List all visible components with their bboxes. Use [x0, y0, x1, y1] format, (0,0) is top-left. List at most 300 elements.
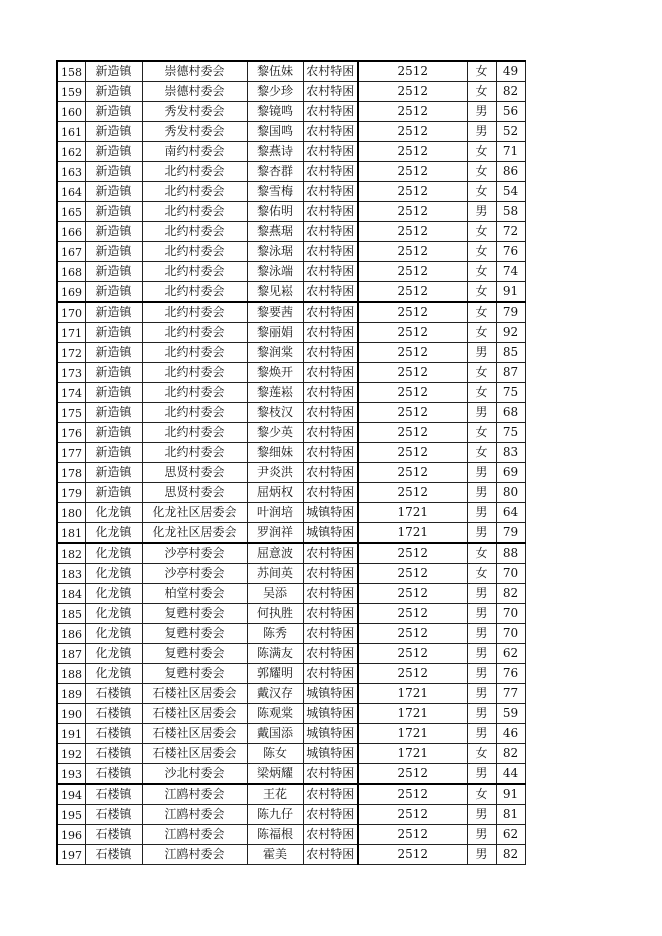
- table-row: [57, 302, 525, 323]
- amount-cell: 2512: [358, 102, 467, 122]
- name-cell: 陈满友: [247, 644, 303, 664]
- name-cell: 苏间英: [247, 564, 303, 584]
- table-row: [57, 664, 525, 684]
- assistance-type-cell: 农村特困: [303, 805, 358, 825]
- age-cell: 69: [496, 463, 525, 483]
- name-cell: 黎丽娟: [247, 323, 303, 343]
- age-cell: 76: [496, 664, 525, 684]
- village-committee-cell: 石楼社区居委会: [142, 744, 247, 764]
- town-cell: 石楼镇: [85, 784, 142, 805]
- row-number-cell: 188: [57, 664, 85, 684]
- table-row: [57, 242, 525, 262]
- gender-cell: 男: [467, 523, 496, 544]
- assistance-type-cell: 农村特困: [303, 845, 358, 865]
- amount-cell: 2512: [358, 584, 467, 604]
- town-cell: 石楼镇: [85, 764, 142, 785]
- town-cell: 新造镇: [85, 423, 142, 443]
- village-committee-cell: 北约村委会: [142, 363, 247, 383]
- town-cell: 新造镇: [85, 483, 142, 503]
- row-number-cell: 161: [57, 122, 85, 142]
- assistance-type-cell: 农村特困: [303, 423, 358, 443]
- amount-cell: 2512: [358, 423, 467, 443]
- gender-cell: 女: [467, 543, 496, 564]
- amount-cell: 1721: [358, 503, 467, 523]
- assistance-type-cell: 农村特困: [303, 142, 358, 162]
- name-cell: 戴汉存: [247, 684, 303, 704]
- age-cell: 58: [496, 202, 525, 222]
- gender-cell: 男: [467, 403, 496, 423]
- row-number-cell: 170: [57, 302, 85, 323]
- gender-cell: 男: [467, 202, 496, 222]
- name-cell: 黎伍妹: [247, 61, 303, 82]
- village-committee-cell: 复甦村委会: [142, 664, 247, 684]
- table-row: [57, 805, 525, 825]
- gender-cell: 女: [467, 383, 496, 403]
- village-committee-cell: 北约村委会: [142, 323, 247, 343]
- row-number-cell: 184: [57, 584, 85, 604]
- gender-cell: 男: [467, 724, 496, 744]
- age-cell: 85: [496, 343, 525, 363]
- assistance-type-cell: 农村特困: [303, 825, 358, 845]
- assistance-type-cell: 城镇特困: [303, 724, 358, 744]
- table-row: [57, 122, 525, 142]
- table-row: [57, 82, 525, 102]
- assistance-type-cell: 城镇特困: [303, 704, 358, 724]
- age-cell: 70: [496, 624, 525, 644]
- town-cell: 化龙镇: [85, 664, 142, 684]
- age-cell: 70: [496, 564, 525, 584]
- table-row: [57, 343, 525, 363]
- amount-cell: 2512: [358, 805, 467, 825]
- age-cell: 71: [496, 142, 525, 162]
- gender-cell: 男: [467, 102, 496, 122]
- table-row: [57, 483, 525, 503]
- village-committee-cell: 江鸥村委会: [142, 805, 247, 825]
- table-row: [57, 624, 525, 644]
- name-cell: 陈福根: [247, 825, 303, 845]
- assistance-type-cell: 农村特困: [303, 323, 358, 343]
- row-number-cell: 196: [57, 825, 85, 845]
- assistance-type-cell: 农村特困: [303, 584, 358, 604]
- village-committee-cell: 北约村委会: [142, 162, 247, 182]
- amount-cell: 2512: [358, 182, 467, 202]
- age-cell: 79: [496, 523, 525, 544]
- age-cell: 79: [496, 302, 525, 323]
- assistance-type-cell: 农村特困: [303, 222, 358, 242]
- assistance-type-cell: 农村特困: [303, 664, 358, 684]
- town-cell: 新造镇: [85, 343, 142, 363]
- amount-cell: 2512: [358, 664, 467, 684]
- gender-cell: 男: [467, 644, 496, 664]
- assistance-type-cell: 农村特困: [303, 564, 358, 584]
- village-committee-cell: 石楼社区居委会: [142, 704, 247, 724]
- town-cell: 新造镇: [85, 222, 142, 242]
- assistance-type-cell: 农村特困: [303, 624, 358, 644]
- row-number-cell: 174: [57, 383, 85, 403]
- town-cell: 石楼镇: [85, 744, 142, 764]
- assistance-type-cell: 农村特困: [303, 784, 358, 805]
- town-cell: 化龙镇: [85, 523, 142, 544]
- row-number-cell: 193: [57, 764, 85, 785]
- assistance-type-cell: 农村特困: [303, 162, 358, 182]
- age-cell: 92: [496, 323, 525, 343]
- age-cell: 82: [496, 845, 525, 865]
- row-number-cell: 168: [57, 262, 85, 282]
- name-cell: 黎镜鸣: [247, 102, 303, 122]
- table-row: [57, 684, 525, 704]
- age-cell: 77: [496, 684, 525, 704]
- town-cell: 新造镇: [85, 443, 142, 463]
- amount-cell: 2512: [358, 825, 467, 845]
- village-committee-cell: 崇德村委会: [142, 82, 247, 102]
- name-cell: 罗润祥: [247, 523, 303, 544]
- table-row: [57, 383, 525, 403]
- amount-cell: 2512: [358, 543, 467, 564]
- row-number-cell: 158: [57, 61, 85, 82]
- village-committee-cell: 北约村委会: [142, 222, 247, 242]
- table-row: [57, 162, 525, 182]
- row-number-cell: 179: [57, 483, 85, 503]
- village-committee-cell: 石楼社区居委会: [142, 684, 247, 704]
- table-row: [57, 61, 525, 82]
- row-number-cell: 187: [57, 644, 85, 664]
- table-row: [57, 202, 525, 222]
- town-cell: 化龙镇: [85, 604, 142, 624]
- amount-cell: 2512: [358, 242, 467, 262]
- amount-cell: 2512: [358, 383, 467, 403]
- name-cell: 黎国鸣: [247, 122, 303, 142]
- age-cell: 59: [496, 704, 525, 724]
- town-cell: 新造镇: [85, 262, 142, 282]
- name-cell: 陈九仔: [247, 805, 303, 825]
- village-committee-cell: 南约村委会: [142, 142, 247, 162]
- town-cell: 化龙镇: [85, 624, 142, 644]
- town-cell: 石楼镇: [85, 724, 142, 744]
- gender-cell: 女: [467, 142, 496, 162]
- row-number-cell: 194: [57, 784, 85, 805]
- gender-cell: 女: [467, 222, 496, 242]
- gender-cell: 男: [467, 825, 496, 845]
- assistance-type-cell: 城镇特困: [303, 744, 358, 764]
- name-cell: 尹炎洪: [247, 463, 303, 483]
- village-committee-cell: 北约村委会: [142, 242, 247, 262]
- amount-cell: 2512: [358, 202, 467, 222]
- village-committee-cell: 北约村委会: [142, 383, 247, 403]
- table-row: [57, 704, 525, 724]
- gender-cell: 女: [467, 423, 496, 443]
- name-cell: 黎见崧: [247, 282, 303, 303]
- name-cell: 黎燕琚: [247, 222, 303, 242]
- age-cell: 80: [496, 483, 525, 503]
- age-cell: 91: [496, 282, 525, 303]
- gender-cell: 男: [467, 503, 496, 523]
- assistance-type-cell: 农村特困: [303, 383, 358, 403]
- name-cell: 何执胜: [247, 604, 303, 624]
- amount-cell: 2512: [358, 403, 467, 423]
- amount-cell: 2512: [358, 483, 467, 503]
- village-committee-cell: 化龙社区居委会: [142, 523, 247, 544]
- name-cell: 戴国添: [247, 724, 303, 744]
- name-cell: 黎润棠: [247, 343, 303, 363]
- amount-cell: 1721: [358, 744, 467, 764]
- row-number-cell: 164: [57, 182, 85, 202]
- name-cell: 黎少珍: [247, 82, 303, 102]
- gender-cell: 女: [467, 323, 496, 343]
- assistance-type-cell: 农村特困: [303, 543, 358, 564]
- name-cell: 黎燕诗: [247, 142, 303, 162]
- town-cell: 新造镇: [85, 282, 142, 303]
- age-cell: 44: [496, 764, 525, 785]
- village-committee-cell: 复甦村委会: [142, 624, 247, 644]
- assistance-type-cell: 农村特困: [303, 122, 358, 142]
- gender-cell: 男: [467, 845, 496, 865]
- name-cell: 陈女: [247, 744, 303, 764]
- age-cell: 86: [496, 162, 525, 182]
- amount-cell: 2512: [358, 443, 467, 463]
- assistance-type-cell: 农村特困: [303, 604, 358, 624]
- assistance-type-cell: 农村特困: [303, 443, 358, 463]
- row-number-cell: 182: [57, 543, 85, 564]
- town-cell: 新造镇: [85, 403, 142, 423]
- gender-cell: 女: [467, 282, 496, 303]
- gender-cell: 女: [467, 82, 496, 102]
- village-committee-cell: 北约村委会: [142, 343, 247, 363]
- village-committee-cell: 柏堂村委会: [142, 584, 247, 604]
- name-cell: 黎焕开: [247, 363, 303, 383]
- gender-cell: 男: [467, 343, 496, 363]
- age-cell: 70: [496, 604, 525, 624]
- name-cell: 霍美: [247, 845, 303, 865]
- gender-cell: 女: [467, 162, 496, 182]
- gender-cell: 女: [467, 744, 496, 764]
- gender-cell: 女: [467, 564, 496, 584]
- village-committee-cell: 北约村委会: [142, 403, 247, 423]
- age-cell: 52: [496, 122, 525, 142]
- gender-cell: 女: [467, 363, 496, 383]
- village-committee-cell: 复甦村委会: [142, 644, 247, 664]
- town-cell: 石楼镇: [85, 704, 142, 724]
- assistance-type-cell: 农村特困: [303, 282, 358, 303]
- village-committee-cell: 沙亭村委会: [142, 564, 247, 584]
- town-cell: 新造镇: [85, 463, 142, 483]
- row-number-cell: 162: [57, 142, 85, 162]
- row-number-cell: 175: [57, 403, 85, 423]
- gender-cell: 男: [467, 704, 496, 724]
- assistance-type-cell: 城镇特困: [303, 684, 358, 704]
- table-row: [57, 503, 525, 523]
- gender-cell: 男: [467, 805, 496, 825]
- table-row: [57, 724, 525, 744]
- row-number-cell: 181: [57, 523, 85, 544]
- assistance-type-cell: 城镇特困: [303, 503, 358, 523]
- amount-cell: 2512: [358, 302, 467, 323]
- name-cell: 陈观棠: [247, 704, 303, 724]
- town-cell: 新造镇: [85, 162, 142, 182]
- town-cell: 石楼镇: [85, 684, 142, 704]
- assistance-type-cell: 农村特困: [303, 343, 358, 363]
- name-cell: 黎细妹: [247, 443, 303, 463]
- village-committee-cell: 复甦村委会: [142, 604, 247, 624]
- row-number-cell: 160: [57, 102, 85, 122]
- amount-cell: 2512: [358, 61, 467, 82]
- gender-cell: 女: [467, 443, 496, 463]
- town-cell: 新造镇: [85, 142, 142, 162]
- row-number-cell: 159: [57, 82, 85, 102]
- village-committee-cell: 北约村委会: [142, 182, 247, 202]
- row-number-cell: 166: [57, 222, 85, 242]
- amount-cell: 2512: [358, 343, 467, 363]
- table-row: [57, 463, 525, 483]
- age-cell: 76: [496, 242, 525, 262]
- amount-cell: 2512: [358, 644, 467, 664]
- amount-cell: 2512: [358, 142, 467, 162]
- amount-cell: 2512: [358, 82, 467, 102]
- town-cell: 新造镇: [85, 323, 142, 343]
- row-number-cell: 186: [57, 624, 85, 644]
- table-row: [57, 222, 525, 242]
- name-cell: 黎泳端: [247, 262, 303, 282]
- age-cell: 82: [496, 584, 525, 604]
- table-row: [57, 443, 525, 463]
- amount-cell: 2512: [358, 624, 467, 644]
- amount-cell: 1721: [358, 724, 467, 744]
- table-row: [57, 403, 525, 423]
- age-cell: 81: [496, 805, 525, 825]
- age-cell: 68: [496, 403, 525, 423]
- town-cell: 新造镇: [85, 383, 142, 403]
- row-number-cell: 192: [57, 744, 85, 764]
- row-number-cell: 178: [57, 463, 85, 483]
- age-cell: 62: [496, 825, 525, 845]
- age-cell: 56: [496, 102, 525, 122]
- name-cell: 黎佑明: [247, 202, 303, 222]
- assistance-type-cell: 农村特困: [303, 302, 358, 323]
- table-row: [57, 182, 525, 202]
- assistance-type-cell: 农村特困: [303, 262, 358, 282]
- amount-cell: 2512: [358, 764, 467, 785]
- row-number-cell: 169: [57, 282, 85, 303]
- name-cell: 黎杏群: [247, 162, 303, 182]
- age-cell: 74: [496, 262, 525, 282]
- name-cell: 黎雪梅: [247, 182, 303, 202]
- row-number-cell: 191: [57, 724, 85, 744]
- table-row: [57, 784, 525, 805]
- assistance-type-cell: 农村特困: [303, 202, 358, 222]
- amount-cell: 2512: [358, 564, 467, 584]
- table-row: [57, 564, 525, 584]
- table-row: [57, 764, 525, 785]
- row-number-cell: 176: [57, 423, 85, 443]
- assistance-type-cell: 农村特困: [303, 182, 358, 202]
- row-number-cell: 163: [57, 162, 85, 182]
- amount-cell: 2512: [358, 463, 467, 483]
- age-cell: 62: [496, 644, 525, 664]
- gender-cell: 女: [467, 784, 496, 805]
- name-cell: 屈炳权: [247, 483, 303, 503]
- assistance-type-cell: 农村特困: [303, 644, 358, 664]
- town-cell: 化龙镇: [85, 503, 142, 523]
- age-cell: 75: [496, 383, 525, 403]
- gender-cell: 男: [467, 122, 496, 142]
- age-cell: 46: [496, 724, 525, 744]
- assistance-type-cell: 农村特困: [303, 242, 358, 262]
- name-cell: 梁炳耀: [247, 764, 303, 785]
- amount-cell: 1721: [358, 704, 467, 724]
- assistance-type-cell: 农村特困: [303, 82, 358, 102]
- table-row: [57, 323, 525, 343]
- gender-cell: 男: [467, 684, 496, 704]
- town-cell: 石楼镇: [85, 805, 142, 825]
- village-committee-cell: 沙北村委会: [142, 764, 247, 785]
- amount-cell: 2512: [358, 363, 467, 383]
- amount-cell: 2512: [358, 282, 467, 303]
- table-body: [57, 61, 525, 865]
- gender-cell: 男: [467, 624, 496, 644]
- age-cell: 54: [496, 182, 525, 202]
- town-cell: 石楼镇: [85, 825, 142, 845]
- row-number-cell: 173: [57, 363, 85, 383]
- assistance-type-cell: 城镇特困: [303, 523, 358, 544]
- assistance-type-cell: 农村特困: [303, 483, 358, 503]
- village-committee-cell: 江鸥村委会: [142, 784, 247, 805]
- row-number-cell: 167: [57, 242, 85, 262]
- row-number-cell: 195: [57, 805, 85, 825]
- village-committee-cell: 石楼社区居委会: [142, 724, 247, 744]
- amount-cell: 2512: [358, 122, 467, 142]
- row-number-cell: 189: [57, 684, 85, 704]
- village-committee-cell: 北约村委会: [142, 202, 247, 222]
- amount-cell: 2512: [358, 845, 467, 865]
- name-cell: 叶润培: [247, 503, 303, 523]
- age-cell: 72: [496, 222, 525, 242]
- village-committee-cell: 思贤村委会: [142, 483, 247, 503]
- age-cell: 88: [496, 543, 525, 564]
- town-cell: 新造镇: [85, 202, 142, 222]
- amount-cell: 1721: [358, 523, 467, 544]
- table-row: [57, 523, 525, 544]
- table-row: [57, 142, 525, 162]
- table-row: [57, 102, 525, 122]
- village-committee-cell: 秀发村委会: [142, 122, 247, 142]
- town-cell: 新造镇: [85, 61, 142, 82]
- gender-cell: 女: [467, 302, 496, 323]
- table-row: [57, 604, 525, 624]
- gender-cell: 女: [467, 262, 496, 282]
- name-cell: 屈意波: [247, 543, 303, 564]
- spreadsheet-page: [56, 60, 526, 865]
- name-cell: 黎要茜: [247, 302, 303, 323]
- table-row: [57, 262, 525, 282]
- gender-cell: 男: [467, 604, 496, 624]
- table-row: [57, 543, 525, 564]
- village-committee-cell: 化龙社区居委会: [142, 503, 247, 523]
- age-cell: 83: [496, 443, 525, 463]
- row-number-cell: 197: [57, 845, 85, 865]
- village-committee-cell: 思贤村委会: [142, 463, 247, 483]
- assistance-type-cell: 农村特困: [303, 463, 358, 483]
- village-committee-cell: 江鸥村委会: [142, 845, 247, 865]
- row-number-cell: 177: [57, 443, 85, 463]
- age-cell: 82: [496, 82, 525, 102]
- town-cell: 新造镇: [85, 82, 142, 102]
- table-row: [57, 744, 525, 764]
- table-row: [57, 282, 525, 303]
- village-committee-cell: 北约村委会: [142, 443, 247, 463]
- town-cell: 化龙镇: [85, 564, 142, 584]
- table-row: [57, 825, 525, 845]
- assistance-type-cell: 农村特困: [303, 403, 358, 423]
- village-committee-cell: 北约村委会: [142, 423, 247, 443]
